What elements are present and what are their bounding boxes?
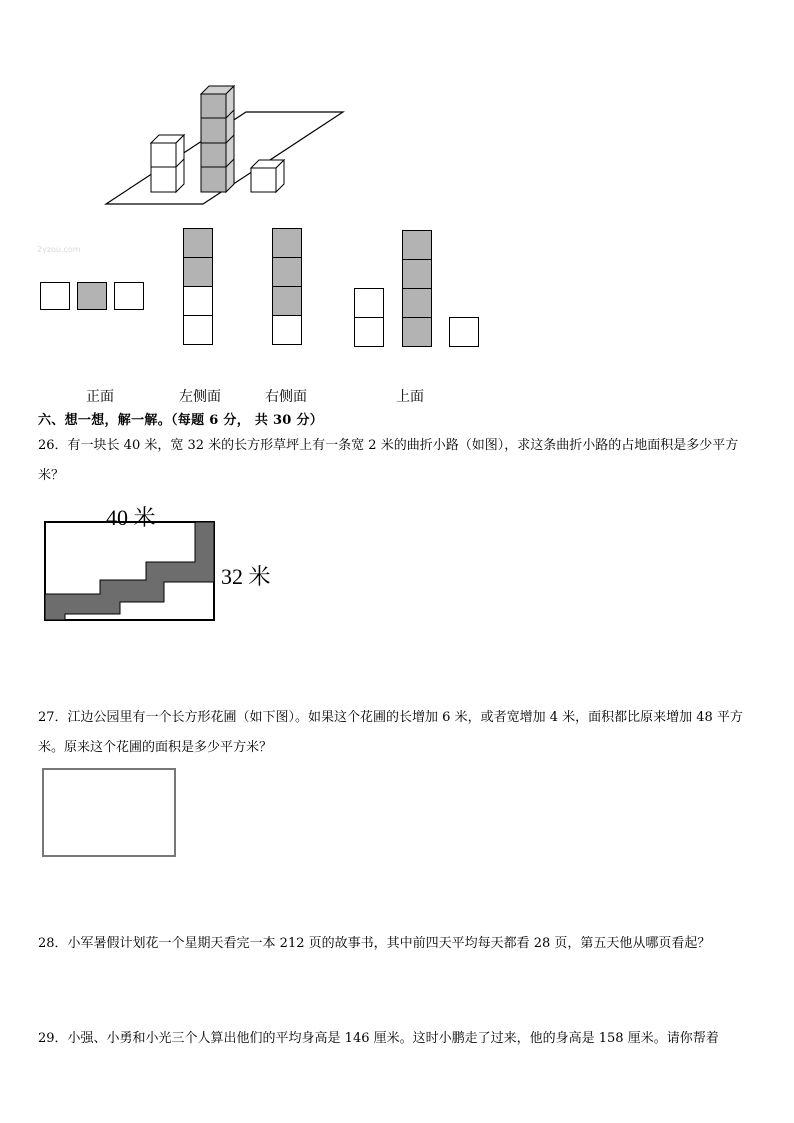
length-label: 40 米 <box>106 505 156 530</box>
view-square <box>183 315 213 345</box>
view-square <box>183 286 213 316</box>
view-square <box>402 317 432 347</box>
single-cube <box>251 160 284 192</box>
flower-bed-rectangle <box>42 768 176 857</box>
view-square <box>272 257 302 287</box>
question-27: 27．江边公园里有一个长方形花圃（如下图）。如果这个花圃的长增加 6 米，或者宽增加 4 米，面积都比原来增加 48 平方米。原来这个花圃的面积是多少平方米？ <box>38 710 743 755</box>
tall-cube-stack <box>201 86 234 192</box>
width-label: 32 米 <box>221 564 271 589</box>
view-square <box>272 315 302 345</box>
view-square <box>183 228 213 258</box>
watermark: 2yzou.com <box>37 245 81 254</box>
lawn-path-figure <box>40 518 220 626</box>
cube-stack-figure <box>100 80 350 210</box>
front-view-label: 正面 <box>86 389 114 405</box>
question-28: 28．小军暑假计划花一个星期天看完一本 212 页的故事书，其中前四天平均每天都看 28 页，第五天他从哪页看起？ <box>38 936 711 951</box>
view-square <box>449 317 479 347</box>
left-cube-stack <box>151 135 184 192</box>
question-29: 29．小强、小勇和小光三个人算出他们的平均身高是 146 厘米。这时小鹏走了过来，他的身高是 158 厘米。请你帮着 <box>38 1031 719 1046</box>
left-view-label: 左侧面 <box>179 389 221 405</box>
view-square <box>272 228 302 258</box>
view-square <box>40 282 70 310</box>
view-square <box>402 259 432 289</box>
view-square <box>354 288 384 318</box>
top-view-label: 上面 <box>396 389 424 405</box>
view-square <box>272 286 302 316</box>
view-square <box>402 288 432 318</box>
right-view-label: 右侧面 <box>265 389 307 405</box>
view-square <box>114 282 144 310</box>
view-square <box>402 230 432 260</box>
section-heading: 六、想一想，解一解。（每题 6 分， 共 30 分） <box>38 413 324 428</box>
question-26: 26．有一块长 40 米，宽 32 米的长方形草坪上有一条宽 2 米的曲折小路（如图），求这条曲折小路的占地面积是多少平方米？ <box>38 438 739 483</box>
view-square <box>77 282 107 310</box>
view-square <box>183 257 213 287</box>
view-square <box>354 317 384 347</box>
